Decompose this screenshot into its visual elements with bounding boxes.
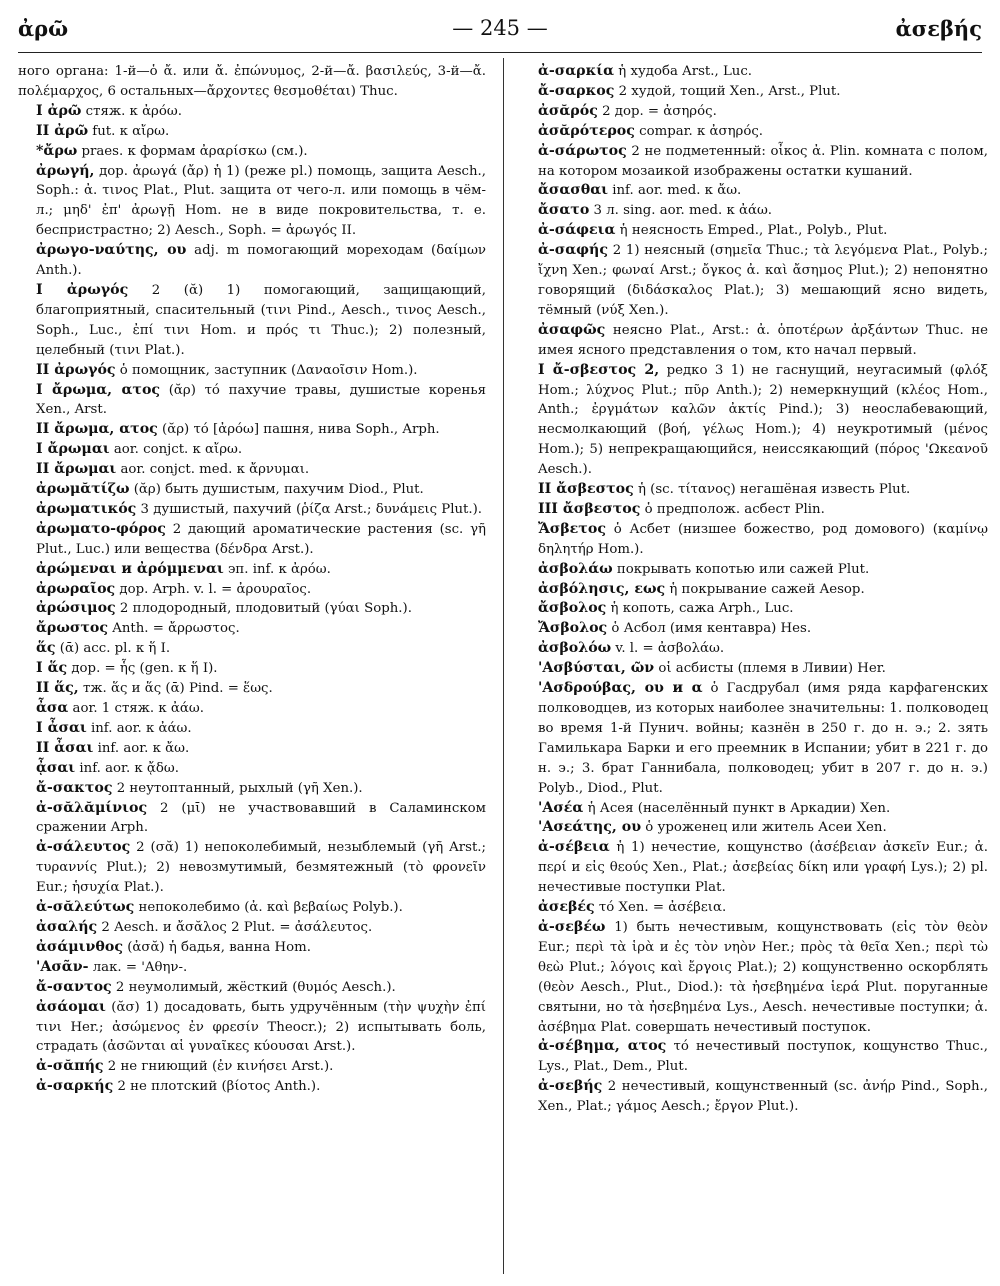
- dictionary-entry: [18, 599, 486, 619]
- entry-headword: ἀσάομαι: [36, 998, 106, 1015]
- page-header: [18, 14, 982, 48]
- entry-headword: ἄσατο: [538, 202, 590, 219]
- dictionary-entry: [520, 82, 988, 102]
- dictionary-entry: [18, 639, 486, 659]
- dictionary-entry: [18, 838, 486, 898]
- entry-headword: ἀσᾰρός: [538, 102, 598, 119]
- entry-definition: aor. conjct. к αἴρω.: [109, 442, 243, 458]
- entry-definition: 2 1) неясный (σημεῖα Thuc.; τὰ λεγόμενα Plat., Polyb.; ἴχνη Xen.; φωναί Arst.; ὄγκος ἀ. καὶ ἄσημος Plut.); 2) непонятно говорящий (διδάσκαλος Plat.); 3) мешающий ясно видеть, тёмный (νύξ Xen.).: [538, 243, 988, 318]
- entry-definition: ἡ копоть, сажа Arph., Luc.: [606, 601, 794, 617]
- entry-definition: 2 (σᾰ) 1) непоколебимый, незыблемый (γῆ Arst.; τυραννίς Plut.); 2) невозмутимый, безмятежный (τὸ φρονεῖν Eur.; ἡσυχία Plat.).: [36, 840, 486, 896]
- entry-headword: ἀ-σεβέω: [538, 918, 606, 935]
- entry-headword: 'Ασβύσται, ῶν: [538, 660, 655, 677]
- dictionary-entry: [520, 580, 988, 600]
- entry-definition: inf. aor. к ἀάω.: [86, 720, 192, 736]
- entry-headword: ἀ-σέβημα, ατος: [538, 1038, 667, 1055]
- entry-headword: ἄσασθαι: [538, 182, 609, 199]
- entry-definition: ἡ (sc. τίτανος) негашёная известь Plut.: [633, 482, 911, 498]
- dictionary-entry: [520, 520, 988, 560]
- dictionary-entry: [520, 500, 988, 520]
- entry-headword: ἅς: [36, 640, 56, 657]
- dictionary-entry: [520, 62, 988, 82]
- dictionary-entry: [520, 799, 988, 819]
- entry-definition: οἱ асбисты (племя в Ливии) Her.: [654, 661, 886, 677]
- dictionary-entry: [520, 1077, 988, 1117]
- entry-headword: 'Ασέα: [538, 799, 584, 816]
- dictionary-entry: [520, 221, 988, 241]
- dictionary-entry: [520, 142, 988, 182]
- entry-definition: 1) быть нечестивым, кощунствовать (εἰς τὸν θεὸν Eur.; περὶ τὰ ἱρὰ и ἐς τὸν νηὸν Her.; πρὸς τὰ θεῖα Xen.; περὶ τὼ θεὼ Plut.; λόγοις καὶ ἔργοις Plat.); 2) кощунственно оскорблять (θεὸν Aesch., Plut., Diod.): τὰ ἠσεβημένα ἱερά Plut. поруганные святыни, но τὰ ἠσεβημένα Lys., Aesch. нечестивые поступки; ἀ. ἀσέβημα Plat. совершать нечестивый поступок.: [538, 919, 988, 1035]
- entry-definition: praes. к формам ἀραρίσκω (см.).: [77, 143, 308, 159]
- entry-headword: II ἆσαι: [36, 739, 94, 756]
- entry-definition: ἡ покрывание сажей Aesop.: [665, 581, 865, 597]
- entry-definition: ἡ неясность Emped., Plat., Polyb., Plut.: [615, 223, 888, 239]
- entry-headword: ἀρώμεναι и ἀρόμμεναι: [36, 560, 224, 577]
- entry-headword: ἀ-σάφεια: [538, 222, 616, 239]
- dictionary-entry: [520, 361, 988, 480]
- entry-headword: I ἀρωγός: [36, 281, 129, 298]
- entry-headword: ἀσβολόω: [538, 640, 612, 657]
- entry-definition: ὁ Гасдрубал (имя ряда карфагенских полководцев, из которых наиболее значительны: 1. полководец во время 1-й Пунич. войны; казнён в 250 г. до н. э.; 2. зять Гамилькара Барки и его преемник в Испании; убит в 221 г. до н. э.; 3. брат Ганнибала, полководец; убит в 207 г. до н. э.) Polyb., Diod., Plut.: [538, 681, 988, 796]
- entry-definition: (ᾰσ) 1) досадовать, быть удручённым (τὴν ψυχὴν ἐπί τινι Her.; ἀσώμενος ἐν φρεσίν Theocr.); 2) испытывать боль, страдать (ἀσῶνται αἱ γυναῖκες κύουσαι Arst.).: [36, 999, 486, 1055]
- column-divider: [503, 58, 504, 1274]
- entry-definition: ного органа: 1-й—ὁ ἄ. или ἄ. ἐπώνυμος, 2-й—ἄ. βασιλεύς, 3-й—ἄ. πολέμαρχος, 6 остальных—ἄρχοντες θεσμοθέται) Thuc.: [18, 64, 486, 99]
- entry-definition: тж. ἅς и ἅς (ᾱ) Pind. = ἕως.: [78, 681, 273, 697]
- entry-headword: I ἄρωμα, ατος: [36, 381, 161, 398]
- dictionary-entry: [18, 1057, 486, 1077]
- entry-headword: ἀρωμᾰτίζω: [36, 481, 130, 498]
- entry-headword: ἀσᾰρότερος: [538, 122, 635, 139]
- entry-definition: ἡ худоба Arst., Luc.: [614, 64, 753, 79]
- entry-definition: adj. m помогающий мореходам (δαίμων Anth.).: [36, 243, 486, 279]
- entry-definition: 2 не плотский (βίοτος Anth.).: [113, 1079, 321, 1095]
- entry-definition: fut. к αἴρω.: [88, 123, 170, 139]
- dictionary-entry: [18, 1077, 486, 1097]
- entry-headword: ἆσα: [36, 700, 69, 716]
- entry-headword: ἀρωγο-ναύτης, ου: [36, 242, 187, 259]
- entry-definition: 3 душистый, пахучий (ῥίζα Arst.; δυνάμεις Plut.).: [136, 501, 483, 517]
- entry-definition: редко 3 1) не гаснущий, неугасимый (φλόξ Hom.; λύχνος Plut.; πῦρ Anth.); 2) немеркнущий (κλέος Hom., Anth.; ἐργμάτων καλῶν ἀκτίς Pind.); 3) неослабевающий, несмолкающий (βοή, γέλως Hom.); 4) неукротимый (μένος Hom.); 5) непрекращающийся, неиссякающий (πόρος 'Ωκεανοῦ Aesch.).: [538, 362, 989, 478]
- dictionary-entry: [18, 958, 486, 978]
- dictionary-entry: [18, 420, 486, 440]
- entry-definition: ὁ помощник, заступник (Δαναοῖσιν Hom.).: [115, 362, 418, 378]
- dictionary-entry: [18, 460, 486, 480]
- entry-headword: ἄρωστος: [36, 620, 108, 637]
- entry-definition: дор. ἀρωγά (ἄρ) ἡ 1) (реже pl.) помощь, защита Aesch., Soph.: ἀ. τινος Plat., Plut. защита от чего-л. или помощь в чём-л.; μηδ' ἐπ' ἀρωγῇ Hom. не в виде покровительства, т. е. беспристрастно; 2) Aesch., Soph. = ἀρωγός II.: [36, 163, 486, 239]
- entry-definition: v. l. = ἀσβολάω.: [611, 641, 725, 657]
- dictionary-entry: [18, 898, 486, 918]
- entry-headword: ἀ-σαρκία: [538, 63, 615, 79]
- dictionary-entry: [520, 818, 988, 838]
- dictionary-entry: [520, 122, 988, 142]
- left-column: [18, 62, 486, 1097]
- entry-headword: ἀρωματο-φόρος: [36, 520, 166, 537]
- entry-definition: 2 неутоптанный, рыхлый (γῆ Xen.).: [112, 780, 363, 796]
- entry-headword: ἀ-σάρωτος: [538, 142, 627, 159]
- entry-headword: ἀρωραῖος: [36, 580, 116, 597]
- entry-headword: II ἄρωμαι: [36, 461, 117, 478]
- entry-definition: непоколебимо (ἀ. καὶ βεβαίως Polyb.).: [134, 900, 403, 916]
- entry-headword: ἀσάμινθος: [36, 938, 123, 955]
- dictionary-entry: [18, 580, 486, 600]
- entry-headword: Ἄσβολος: [538, 620, 608, 637]
- entry-definition: покрывать копотью или сажей Plut.: [612, 561, 870, 577]
- dictionary-entry: [18, 520, 486, 560]
- entry-definition: Anth. = ἄρρωστος.: [107, 621, 240, 637]
- entry-headword: ἀ-σεβής: [538, 1078, 603, 1095]
- dictionary-entry: [18, 480, 486, 500]
- entry-headword: ἀσεβές: [538, 899, 595, 916]
- entry-definition: 2 дающий ароматические растения (sc. γῆ Plut., Luc.) или вещества (δένδρα Arst.).: [36, 521, 486, 557]
- entry-definition: ὁ уроженец или житель Асеи Xen.: [641, 820, 887, 836]
- dictionary-entry: [18, 679, 486, 699]
- entry-definition: (ᾰρ) τό [ἀρόω] пашня, нива Soph., Arph.: [157, 422, 440, 438]
- entry-definition: (ᾰρ) τό пахучие травы, душистые коренья Xen., Arst.: [36, 382, 486, 418]
- right-column: [520, 62, 988, 1117]
- dictionary-entry: [18, 102, 486, 122]
- entry-definition: inf. aor. med. к ἄω.: [608, 183, 742, 199]
- entry-definition: 2 плодородный, плодовитый (γύαι Soph.).: [115, 601, 412, 617]
- entry-headword: ἀρωγή,: [36, 162, 95, 179]
- dictionary-entry: [18, 719, 486, 739]
- entry-definition: (ἀσᾰ) ἡ бадья, ванна Hom.: [122, 939, 311, 955]
- entry-definition: 2 (ᾰ) 1) помогающий, защищающий, благоприятный, спасительный (τινι Pind., Aesch., τινος Aesch., Soph., Luc., ἐπί τινι Hom. и πρός τι Thuc.); 2) полезный, целебный (τινι Plat.).: [36, 282, 487, 358]
- entry-headword: ἄ-σαντος: [36, 978, 112, 995]
- dictionary-entry: [520, 898, 988, 918]
- entry-headword: ἀσαφῶς: [538, 321, 606, 338]
- entry-definition: 3 л. sing. aor. med. к ἀάω.: [589, 203, 773, 219]
- entry-headword: Ἄσβετος: [538, 520, 606, 537]
- entry-definition: inf. aor. к ἄω.: [93, 740, 190, 756]
- entry-headword: ἀ-σᾰπής: [36, 1058, 104, 1075]
- entry-headword: II ἄρωμα, ατος: [36, 421, 158, 438]
- entry-headword: ᾆσαι: [36, 759, 76, 776]
- entry-headword: I ἆσαι: [36, 719, 87, 736]
- dictionary-entry: [18, 619, 486, 639]
- dictionary-entry: [520, 838, 988, 898]
- entry-headword: II ἀρωγός: [36, 361, 116, 378]
- entry-definition: 2 не подметенный: οἶκος ἀ. Plin. комната с полом, на котором мозаикой изображены остатки кушаний.: [538, 143, 988, 179]
- entry-definition: (ᾰρ) быть душистым, пахучим Diod., Plut.: [129, 482, 424, 498]
- dictionary-entry: [520, 241, 988, 321]
- entry-headword: ἀ-σέβεια: [538, 839, 610, 856]
- entry-definition: ὁ предполож. асбест Plin.: [640, 501, 825, 517]
- entry-headword: I ἅς: [36, 660, 68, 677]
- entry-definition: ἡ 1) нечестие, кощунство (ἀσέβειαν ἀσκεῖν Eur.; ἀ. περί и εἰς θεούς Xen., Plat.; ἀσεβείας δίκη или γραφή Lys.); 2) pl. нечестивые поступки Plat.: [538, 840, 988, 896]
- entry-definition: 2 неумолимый, жёсткий (θυμός Aesch.).: [111, 979, 396, 995]
- entry-headword: 'Ασεάτης, ου: [538, 819, 642, 836]
- page-number: — 245 —: [452, 16, 548, 40]
- entry-definition: inf. aor. к ᾄδω.: [75, 760, 179, 776]
- entry-definition: 2 нечестивый, кощунственный (sc. ἀνήρ Pind., Soph., Xen., Plat.; γάμος Aesch.; ἔργον Plut.).: [538, 1079, 988, 1115]
- dictionary-entry: [18, 560, 486, 580]
- dictionary-entry: [520, 918, 988, 1037]
- dictionary-entry: [18, 978, 486, 998]
- dictionary-entry: [520, 102, 988, 122]
- entry-headword: III ἄσβεστος: [538, 500, 641, 517]
- running-head-left: ἀρῶ: [18, 16, 69, 41]
- entry-headword: I ἄρωμαι: [36, 441, 110, 458]
- entry-headword: ἄσβολος: [538, 600, 607, 617]
- entry-definition: 2 Aesch. и ἄσᾰλος 2 Plut. = ἀσάλευτος.: [97, 919, 373, 935]
- dictionary-entry: [18, 62, 486, 102]
- entry-definition: τό Xen. = ἀσέβεια.: [594, 900, 727, 916]
- dictionary-entry: [520, 679, 988, 798]
- dictionary-entry: [18, 739, 486, 759]
- entry-definition: aor. conjct. med. к ἄρνυμαι.: [116, 462, 310, 478]
- dictionary-entry: [520, 1037, 988, 1077]
- entry-definition: ἡ Асея (населённый пункт в Аркадии) Xen.: [583, 800, 891, 816]
- dictionary-entry: [18, 500, 486, 520]
- entry-definition: τό нечестивый поступок, кощунство Thuc., Lys., Plat., Dem., Plut.: [538, 1039, 988, 1075]
- entry-headword: II ἅς,: [36, 680, 79, 697]
- dictionary-entry: [18, 699, 486, 719]
- dictionary-entry: [18, 162, 486, 242]
- dictionary-entry: [18, 998, 486, 1058]
- entry-definition: 2 худой, тощий Xen., Arst., Plut.: [614, 83, 841, 99]
- dictionary-entry: [520, 181, 988, 201]
- entry-headword: ἀ-σᾰλεύτως: [36, 899, 135, 916]
- entry-headword: 'Ασδρούβας, ου и α: [538, 680, 703, 697]
- entry-headword: ἀ-σαρκής: [36, 1078, 114, 1095]
- entry-headword: I ἄ-σβεστος 2,: [538, 361, 660, 378]
- entry-definition: стяж. к ἀρόω.: [81, 103, 182, 119]
- dictionary-entry: [18, 281, 486, 361]
- entry-definition: дор. Arph. v. l. = ἀρουραῖος.: [115, 581, 312, 597]
- entry-definition: лак. = 'Αθην-.: [88, 959, 188, 975]
- entry-definition: ὁ Асбет (низшее божество, род домового) (καμίνῳ δηλητήρ Hom.).: [538, 521, 988, 557]
- entry-headword: II ἀρῶ: [36, 122, 89, 139]
- entry-definition: (ᾱ) acc. pl. к ἥ I.: [55, 641, 171, 657]
- dictionary-entry: [18, 142, 486, 162]
- running-head-right: ἀσεβής: [895, 16, 982, 41]
- entry-headword: ἀσβόλησις, εως: [538, 580, 666, 597]
- dictionary-entry: [520, 639, 988, 659]
- entry-definition: ὁ Асбол (имя кентавра) Hes.: [607, 621, 812, 637]
- entry-definition: aor. 1 стяж. к ἀάω.: [68, 701, 204, 716]
- entry-headword: ἀρώσιμος: [36, 600, 116, 617]
- dictionary-entry: [18, 241, 486, 281]
- dictionary-entry: [520, 599, 988, 619]
- dictionary-entry: [18, 659, 486, 679]
- entry-definition: неясно Plat., Arst.: ἀ. ὁποτέρων ἀρξάντων Thuc. не имея ясного представления о том, кто начал первый.: [538, 322, 988, 358]
- dictionary-entry: [18, 440, 486, 460]
- dictionary-entry: [18, 361, 486, 381]
- dictionary-entry: [18, 918, 486, 938]
- dictionary-entry: [520, 201, 988, 221]
- dictionary-entry: [18, 759, 486, 779]
- entry-headword: ἀ-σαφής: [538, 242, 608, 259]
- entry-headword: ἀ-σᾰλᾰμίνιος: [36, 799, 148, 816]
- entry-headword: ἀσβολάω: [538, 560, 613, 577]
- entry-headword: I ἀρῶ: [36, 102, 82, 119]
- entry-definition: 2 дор. = ἀσηρός.: [597, 103, 717, 119]
- entry-headword: ἄ-σαρκος: [538, 82, 615, 99]
- dictionary-entry: [520, 321, 988, 361]
- entry-headword: ἄ-σακτος: [36, 779, 113, 796]
- dictionary-entry: [520, 560, 988, 580]
- entry-headword: 'Ασᾶν-: [36, 958, 89, 975]
- entry-definition: эп. inf. к ἀρόω.: [223, 561, 331, 577]
- dictionary-entry: [18, 122, 486, 142]
- entry-definition: compar. к ἀσηρός.: [634, 123, 764, 139]
- entry-headword: ἀρωματικός: [36, 500, 137, 517]
- entry-definition: 2 (μῑ) не участвовавший в Саламинском сражении Arph.: [36, 800, 486, 836]
- entry-headword: II ἄσβεστος: [538, 481, 634, 498]
- entry-headword: ἀ-σάλευτος: [36, 839, 131, 856]
- dictionary-entry: [520, 619, 988, 639]
- dictionary-entry: [18, 799, 486, 839]
- entry-definition: дор. = ἧς (gen. к ἥ I).: [67, 661, 218, 677]
- dictionary-entry: [18, 938, 486, 958]
- dictionary-entry: [520, 659, 988, 679]
- dictionary-entry: [18, 381, 486, 421]
- entry-headword: *ἄρω: [36, 142, 78, 159]
- dictionary-entry: [520, 480, 988, 500]
- entry-headword: ἀσαλής: [36, 918, 98, 935]
- entry-definition: 2 не гниющий (ἐν κινήσει Arst.).: [103, 1059, 334, 1075]
- header-rule: [18, 52, 982, 53]
- dictionary-entry: [18, 779, 486, 799]
